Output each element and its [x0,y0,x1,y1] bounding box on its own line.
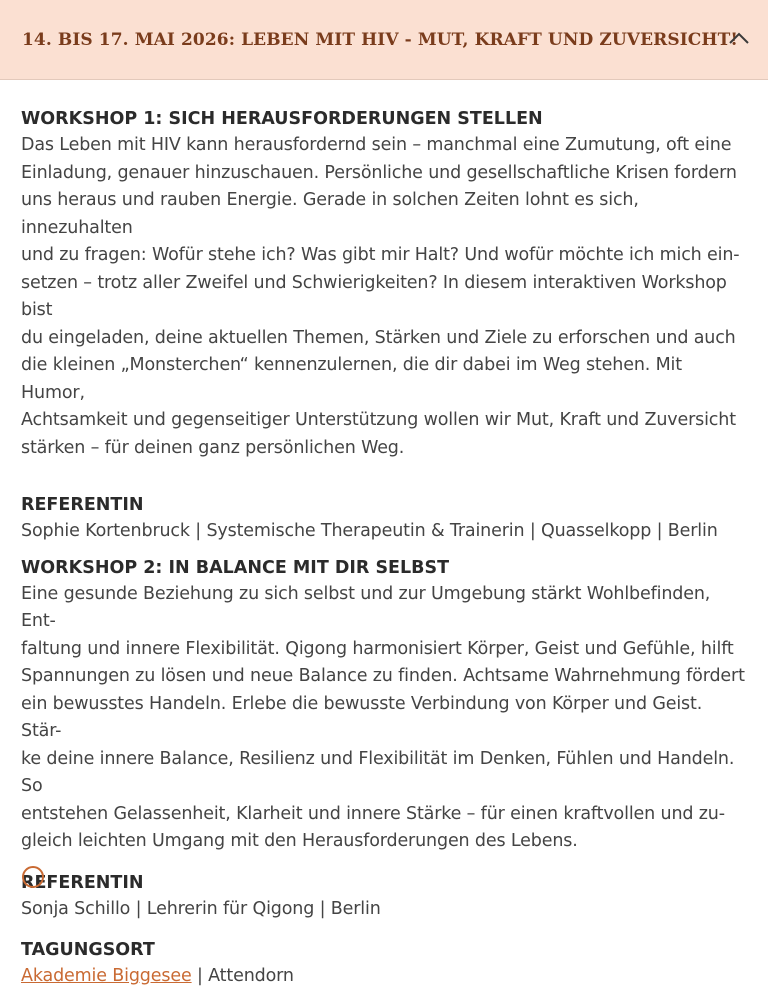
text-line: setzen – trotz aller Zweifel und Schwierigkeiten? In diesem interaktiven Workshop bist [21,272,727,320]
referentin1-text: Sophie Kortenbruck | Systemische Therapeutin & Trainerin | Quasselkopp | Berlin [21,521,718,541]
chevron-up-icon[interactable] [728,30,750,46]
text-line: Eine gesunde Beziehung zu sich selbst und zur Umgebung stärkt Wohlbefinden, Ent- [21,583,711,631]
venue-location: | Attendorn [191,966,294,986]
text-line: Einladung, genauer hinzuschauen. Persönliche und gesellschaftliche Krisen fordern [21,162,737,183]
text-line: und zu fragen: Wofür stehe ich? Was gibt mir Halt? Und wofür möchte ich mich ein- [21,245,740,265]
text-line: Spannungen zu lösen und neue Balance zu finden. Achtsame Wahrnehmung fördert [21,666,745,686]
text-line: faltung und innere Flexibilität. Qigong harmonisiert Körper, Geist und Gefühle, hilft [21,638,734,659]
text-line: stärken – für deinen ganz persönlichen Weg. [21,437,405,458]
text-line: entstehen Gelassenheit, Klarheit und innere Stärke – für einen kraftvollen und zu- [21,803,725,824]
tagungsort-heading: TAGUNGSORT [21,940,155,960]
referentin1-heading: REFERENTIN [21,495,144,515]
circle-icon [22,866,44,888]
workshop1-heading: WORKSHOP 1: SICH HERAUSFORDERUNGEN STELLEN [21,109,543,129]
workshop2-description [21,581,747,856]
text-line: gleich leichten Umgang mit den Herausforderungen des Lebens. [21,831,578,851]
text-line: Achtsamkeit und gegenseitiger Unterstützung wollen wir Mut, Kraft und Zuversicht [21,410,736,430]
accordion-content [0,80,768,991]
text-line: ein bewusstes Handeln. Erlebe die bewusste Verbindung von Körper und Geist. Stär- [21,693,703,741]
text-line: uns heraus und rauben Energie. Gerade in solchen Zeiten lohnt es sich, innezuhalten [21,190,639,238]
venue-link[interactable]: Akademie Biggesee [21,966,192,986]
tagungsort-text [21,963,747,991]
referentin2-heading: REFERENTIN [21,872,144,893]
workshop1-description [21,132,747,462]
workshop2-heading: WORKSHOP 2: IN BALANCE MIT DIR SELBST [21,557,450,578]
text-line: die kleinen „Monsterchen“ kennenzulernen, die dir dabei im Weg stehen. Mit Humor, [21,355,682,403]
referentin2-text: Sonja Schillo | Lehrerin für Qigong | Berlin [21,898,381,919]
accordion-header[interactable] [0,0,768,80]
text-line: Das Leben mit HIV kann herausfordernd sein – manchmal eine Zumutung, oft eine [21,135,732,155]
accordion-title: 14. BIS 17. MAI 2026: LEBEN MIT HIV - MUT, KRAFT UND ZUVERSICHT! [22,29,738,50]
text-line: du eingeladen, deine aktuellen Themen, Stärken und Ziele zu erforschen und auch [21,327,736,348]
text-line: ke deine innere Balance, Resilienz und Flexibilität im Denken, Fühlen und Handeln. So [21,748,735,796]
